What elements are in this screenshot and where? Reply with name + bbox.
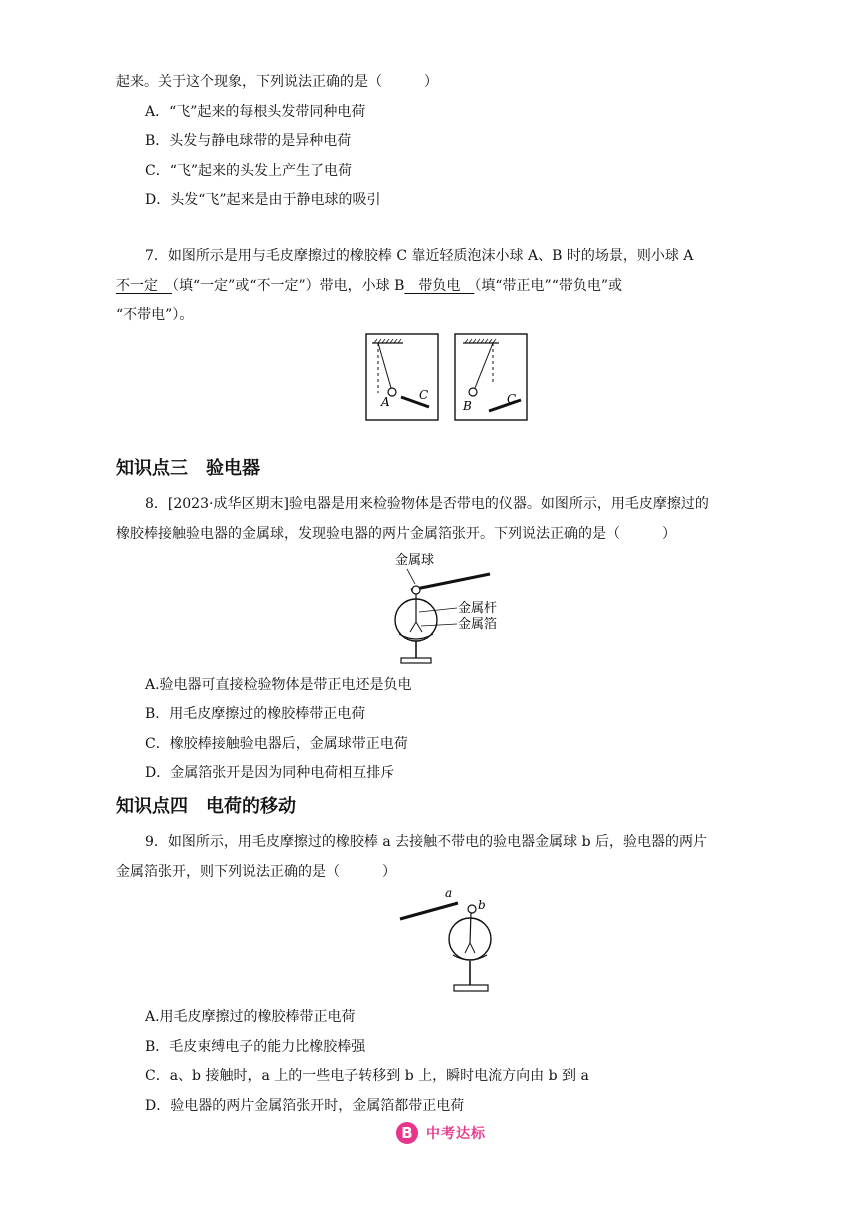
section-3-title: 知识点三 验电器	[116, 458, 260, 479]
q7-mid-1: （填“一定”或“不一定”）带电，小球 B	[172, 278, 405, 294]
q6-option-d: D．头发“飞”起来是由于静电球的吸引	[145, 192, 381, 208]
q7-line1: 7．如图所示是用与毛皮摩擦过的橡胶棒 C 靠近轻质泡沫小球 A、B 时的场景，则小球 A	[145, 248, 694, 264]
q9-option-c: C．a、b 接触时，a 上的一些电子转移到 b 上，瞬时电流方向由 b 到 a	[145, 1068, 589, 1084]
q8-label-foil: 金属箔	[458, 617, 498, 632]
badge-label: 中考达标	[426, 1126, 486, 1142]
q8-option-a: A.验电器可直接检验物体是带正电还是负电	[145, 677, 412, 693]
q8-rubber-rod	[411, 574, 490, 590]
q9-option-b: B．毛皮束缚电子的能力比橡胶棒强	[145, 1039, 366, 1055]
q8-stand-base	[401, 658, 431, 663]
q6-stem-tail: 起来。关于这个现象，下列说法正确的是（ ）	[116, 74, 438, 90]
q7-label-b: B	[463, 399, 472, 413]
q7-answer-1: 不一定	[116, 278, 172, 294]
q7-answer-2: 带负电	[404, 278, 475, 294]
q7-line2	[116, 276, 622, 296]
q9-label-b: b	[478, 898, 486, 912]
q7-line3: “不带电”）。	[116, 307, 194, 323]
section-4-title: 知识点四 电荷的移动	[116, 796, 296, 817]
q8-option-b: B．用毛皮摩擦过的橡胶棒带正电荷	[145, 706, 366, 722]
q8-option-c: C．橡胶棒接触验电器后，金属球带正电荷	[145, 736, 408, 752]
q6-option-a: A．“飞”起来的每根头发带同种电荷	[145, 104, 366, 120]
q7-mid-2: （填“带正电”“带负电”或	[474, 278, 623, 294]
q8-metal-ball	[412, 586, 420, 594]
q7-label-a: A	[381, 395, 390, 409]
q9-label-a: a	[445, 886, 453, 900]
q9-stand-base	[454, 985, 488, 991]
q9-metal-ball-b	[468, 905, 476, 913]
q8-line1: 8．[2023·成华区期末]验电器是用来检验物体是否带电的仪器。如图所示，用毛皮摩擦过的	[145, 496, 709, 512]
q8-label-ball: 金属球	[395, 553, 435, 568]
q9-electroscope-figure	[398, 885, 508, 1000]
q7-rod-c-right	[489, 400, 521, 411]
q7-figure	[365, 333, 530, 423]
q8-line2: 橡胶棒接触验电器的金属球，发现验电器的两片金属箔张开。下列说法正确的是（ ）	[116, 526, 676, 542]
q9-rubber-rod-a	[400, 903, 458, 919]
q7-label-c-right: C	[507, 392, 517, 406]
footer-badge	[396, 1122, 486, 1144]
q9-line1: 9．如图所示，用毛皮摩擦过的橡胶棒 a 去接触不带电的验电器金属球 b 后，验电器的两片	[145, 834, 708, 850]
q9-option-a: A.用毛皮摩擦过的橡胶棒带正电荷	[145, 1009, 356, 1025]
q7-label-c-left: C	[419, 388, 429, 402]
q8-electroscope-figure	[385, 550, 505, 668]
q9-option-d: D．验电器的两片金属箔张开时，金属箔都带正电荷	[145, 1098, 465, 1114]
badge-b-icon: B	[396, 1122, 418, 1144]
q6-option-b: B．头发与静电球带的是异种电荷	[145, 133, 352, 149]
q7-ball-b	[469, 388, 477, 396]
q9-line2: 金属箔张开，则下列说法正确的是（ ）	[116, 864, 396, 880]
q8-label-rod: 金属杆	[458, 601, 498, 616]
q6-option-c: C．“飞”起来的头发上产生了电荷	[145, 163, 353, 179]
q8-option-d: D．金属箔张开是因为同种电荷相互排斥	[145, 765, 395, 781]
